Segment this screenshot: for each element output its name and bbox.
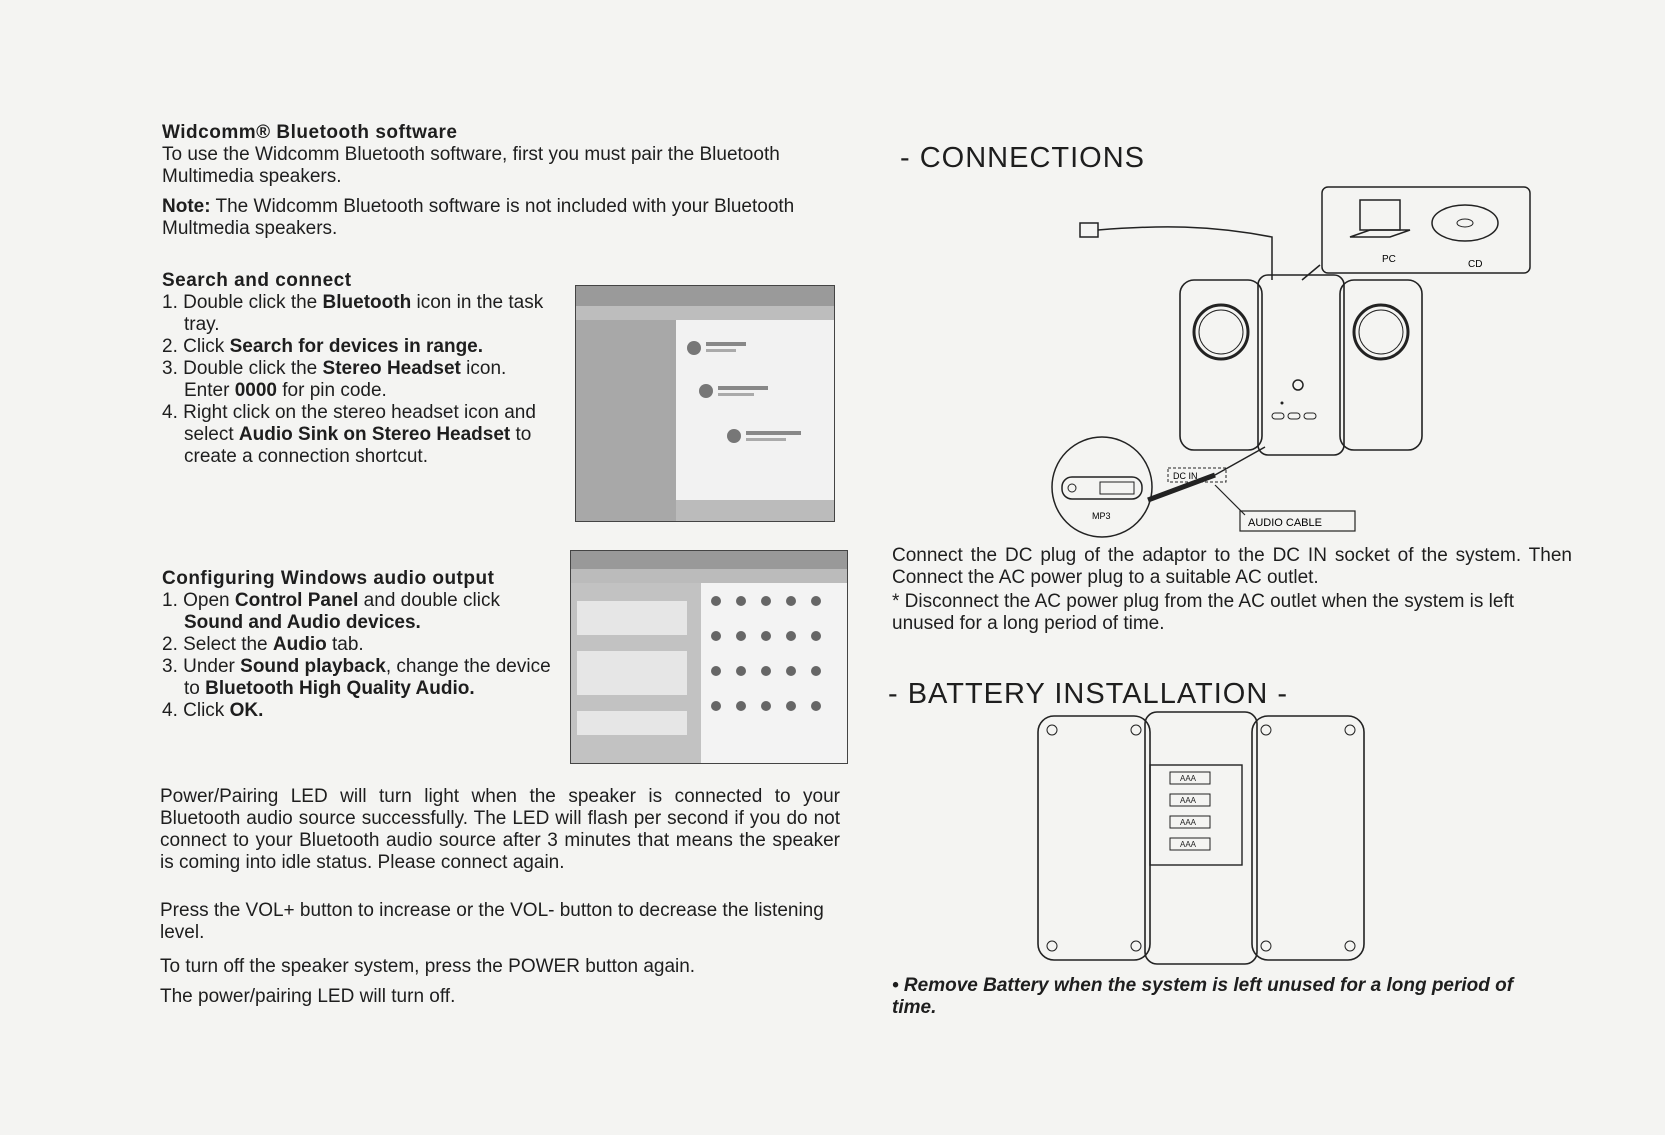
config-step-2: 2. Select the Audio tab. — [162, 634, 364, 655]
bluetooth-window-screenshot — [575, 285, 835, 522]
config-section — [162, 568, 562, 722]
widcomm-section — [162, 122, 842, 240]
search-step-3: 3. Double click the Stereo Headset icon. Enter 0000 for pin code. — [162, 358, 507, 401]
connections-title: - CONNECTIONS — [900, 142, 1145, 174]
pairing-led-paragraph: Power/Pairing LED will turn light when the speaker is connected to your Bluetooth audio source successfully. The LED will flash per second if you do not connect to your Bluetooth audio source after 3 minutes that means the speaker is coming into idle status. Please connect again. — [160, 786, 840, 873]
led-off-paragraph: The power/pairing LED will turn off. — [160, 986, 456, 1007]
power-off-paragraph: To turn off the speaker system, press the POWER button again. — [160, 956, 696, 977]
search-section — [162, 270, 552, 468]
disconnect-note: * Disconnect the AC power plug from the AC outlet when the system is left unused for a long period of time. — [892, 591, 1515, 634]
control-panel-screenshot — [570, 550, 848, 764]
widcomm-text: To use the Widcomm Bluetooth software, first you must pair the Bluetooth Multimedia speakers. — [162, 144, 780, 187]
config-step-3: 3. Under Sound playback, change the device to Bluetooth High Quality Audio. — [162, 656, 551, 699]
search-step-2: 2. Click Search for devices in range. — [162, 336, 484, 357]
connections-diagram — [1040, 185, 1540, 545]
bluetooth-window-illustration — [576, 286, 834, 521]
control-panel-illustration — [571, 551, 847, 763]
widcomm-note — [162, 196, 832, 240]
connections-paragraph: Connect the DC plug of the adaptor to the DC IN socket of the system. Then Connect the AC power plug to a suitable AC outlet. — [892, 545, 1572, 588]
mp3-label: MP3 — [1092, 511, 1111, 521]
battery-slot-2-label: AAA — [1180, 796, 1197, 805]
note-label: Note: — [162, 196, 211, 217]
search-step-4: 4. Right click on the stereo headset icon and select Audio Sink on Stereo Headset to create a connection shortcut. — [162, 402, 536, 467]
config-step-1: 1. Open Control Panel and double click Sound and Audio devices. — [162, 590, 500, 633]
search-step-1: 1. Double click the Bluetooth icon in the task tray. — [162, 292, 544, 335]
battery-slot-3-label: AAA — [1180, 818, 1197, 827]
widcomm-heading: Widcomm® Bluetooth software — [162, 122, 458, 143]
audio-cable-label: AUDIO CABLE — [1248, 517, 1322, 529]
note-text: The Widcomm Bluetooth software is not included with your Bluetooth Multmedia speakers. — [162, 196, 795, 239]
battery-slot-4-label: AAA — [1180, 840, 1197, 849]
pc-label: PC — [1382, 254, 1396, 265]
battery-diagram — [1030, 710, 1380, 970]
dc-in-label: DC IN — [1173, 471, 1198, 481]
config-steps — [162, 590, 562, 722]
battery-installation-title: - BATTERY INSTALLATION - — [888, 678, 1288, 710]
search-steps — [162, 292, 552, 468]
cd-label: CD — [1468, 259, 1483, 270]
battery-removal-note: • Remove Battery when the system is left unused for a long period of time. — [892, 975, 1514, 1018]
battery-slot-1-label: AAA — [1180, 774, 1197, 783]
search-heading: Search and connect — [162, 270, 352, 291]
config-step-4: 4. Click OK. — [162, 700, 264, 721]
config-heading: Configuring Windows audio output — [162, 568, 495, 589]
volume-paragraph: Press the VOL+ button to increase or the VOL- button to decrease the listening level. — [160, 900, 824, 943]
